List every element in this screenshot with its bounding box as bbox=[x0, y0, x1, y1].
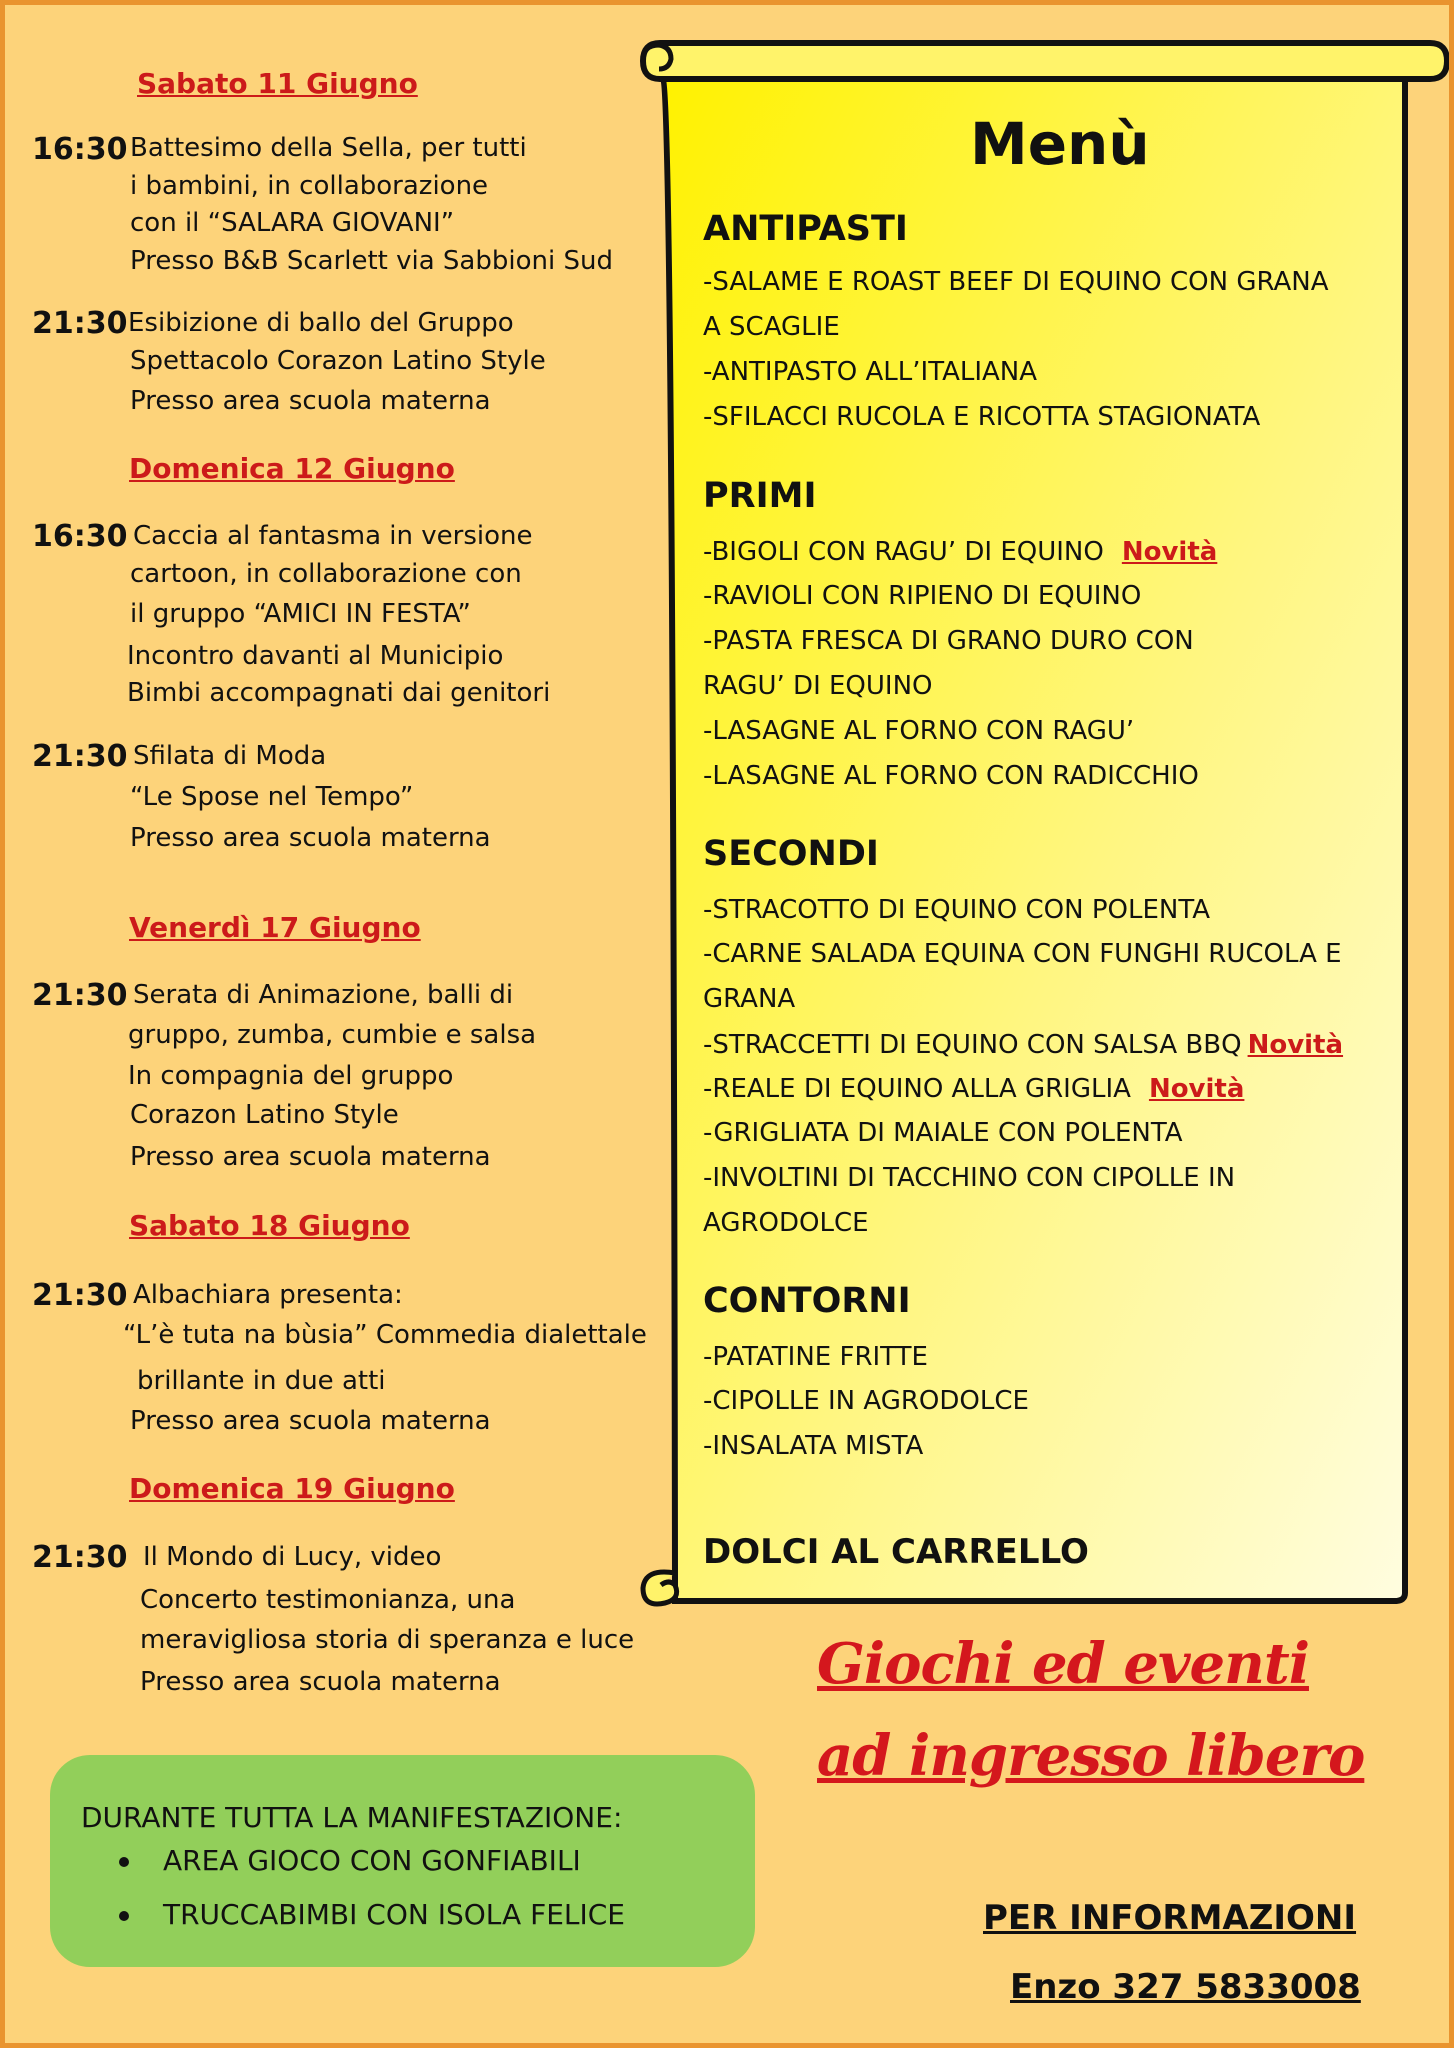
event-line: Incontro davanti al Municipio bbox=[127, 641, 504, 671]
event-line: Presso area scuola materna bbox=[130, 386, 491, 416]
day-heading: Venerdì 17 Giugno bbox=[129, 911, 421, 944]
bullet-icon bbox=[119, 1911, 129, 1921]
menu-item-text: -STRACCETTI DI EQUINO CON SALSA BBQ bbox=[703, 1030, 1242, 1060]
menu-item: -RAVIOLI CON RIPIENO DI EQUINO bbox=[703, 581, 1142, 611]
event-line: Spettacolo Corazon Latino Style bbox=[130, 346, 546, 376]
event-line: con il “SALARA GIOVANI” bbox=[130, 208, 455, 238]
event-line: meravigliosa storia di speranza e luce bbox=[140, 1625, 635, 1655]
day-heading: Domenica 12 Giugno bbox=[129, 452, 455, 485]
event-line: Presso B&B Scarlett via Sabbioni Sud bbox=[130, 246, 613, 276]
event-line: Corazon Latino Style bbox=[130, 1100, 399, 1130]
menu-item: -CIPOLLE IN AGRODOLCE bbox=[703, 1386, 1029, 1416]
event-line: Sfilata di Moda bbox=[133, 741, 327, 771]
menu-item: -PASTA FRESCA DI GRANO DURO CON bbox=[703, 626, 1194, 656]
event-line: Albachiara presenta: bbox=[133, 1280, 403, 1310]
novita-badge: Novità bbox=[1247, 1030, 1344, 1060]
slogan-line-1: Giochi ed eventi bbox=[817, 1631, 1309, 1697]
menu-item: -LASAGNE AL FORNO CON RAGU’ bbox=[703, 716, 1135, 746]
menu-item: -PATATINE FRITTE bbox=[703, 1342, 928, 1372]
menu-item: -LASAGNE AL FORNO CON RADICCHIO bbox=[703, 761, 1199, 791]
novita-badge: Novità bbox=[1148, 1074, 1245, 1104]
event-line: Il Mondo di Lucy, video bbox=[143, 1542, 442, 1572]
scroll-top-roll bbox=[643, 43, 1447, 79]
event-line: Battesimo della Sella, per tutti bbox=[130, 133, 527, 163]
day-heading: Domenica 19 Giugno bbox=[129, 1472, 455, 1505]
menu-section-dolci: DOLCI AL CARRELLO bbox=[703, 1532, 1089, 1572]
highlights-item: TRUCCABIMBI CON ISOLA FELICE bbox=[163, 1898, 625, 1931]
event-time: 16:30 bbox=[32, 519, 128, 554]
event-line: cartoon, in collaborazione con bbox=[130, 559, 522, 589]
event-time: 21:30 bbox=[32, 978, 128, 1013]
event-line: Presso area scuola materna bbox=[130, 823, 491, 853]
event-line: Esibizione di ballo del Gruppo bbox=[128, 308, 514, 338]
event-line: gruppo, zumba, cumbie e salsa bbox=[128, 1020, 537, 1050]
menu-item: -ANTIPASTO ALL’ITALIANA bbox=[703, 357, 1038, 387]
event-line: In compagnia del gruppo bbox=[128, 1061, 454, 1091]
event-line: Presso area scuola materna bbox=[130, 1406, 491, 1436]
info-label: PER INFORMAZIONI bbox=[983, 1898, 1357, 1938]
menu-item: -STRACOTTO DI EQUINO CON POLENTA bbox=[703, 895, 1210, 925]
menu-item: A SCAGLIE bbox=[703, 312, 840, 342]
event-line: Caccia al fantasma in versione bbox=[133, 521, 533, 551]
menu-item-with-badge bbox=[703, 1074, 1244, 1104]
event-line: Concerto testimonianza, una bbox=[140, 1585, 516, 1615]
event-line: “L’è tuta na bùsia” Commedia dialettale bbox=[123, 1320, 647, 1350]
menu-item-with-badge bbox=[703, 537, 1217, 567]
event-line: i bambini, in collaborazione bbox=[130, 171, 489, 201]
info-contact: Enzo 327 5833008 bbox=[1010, 1967, 1361, 2007]
slogan-line-2: ad ingresso libero bbox=[817, 1723, 1365, 1789]
event-line: brillante in due atti bbox=[137, 1366, 386, 1396]
menu-item: -GRIGLIATA DI MAIALE CON POLENTA bbox=[703, 1118, 1183, 1148]
event-line: Serata di Animazione, balli di bbox=[133, 980, 514, 1010]
day-heading: Sabato 18 Giugno bbox=[129, 1209, 410, 1242]
menu-item: -INSALATA MISTA bbox=[703, 1431, 924, 1461]
menu-section-antipasti: ANTIPASTI bbox=[703, 209, 908, 249]
menu-item: -CARNE SALADA EQUINA CON FUNGHI RUCOLA E bbox=[703, 939, 1342, 969]
menu-item: -SALAME E ROAST BEEF DI EQUINO CON GRANA bbox=[703, 267, 1329, 297]
event-line: Bimbi accompagnati dai genitori bbox=[127, 678, 551, 708]
menu-item: -INVOLTINI DI TACCHINO CON CIPOLLE IN bbox=[703, 1163, 1236, 1193]
highlights-title: DURANTE TUTTA LA MANIFESTAZIONE: bbox=[81, 1801, 623, 1834]
event-time: 21:30 bbox=[32, 1278, 128, 1313]
menu-title: Menù bbox=[970, 110, 1150, 178]
menu-item: AGRODOLCE bbox=[703, 1208, 869, 1238]
event-time: 16:30 bbox=[32, 132, 128, 167]
menu-section-primi: PRIMI bbox=[703, 476, 817, 516]
menu-section-secondi: SECONDI bbox=[703, 834, 879, 874]
menu-item: RAGU’ DI EQUINO bbox=[703, 671, 933, 701]
menu-item: -SFILACCI RUCOLA E RICOTTA STAGIONATA bbox=[703, 402, 1261, 432]
novita-badge: Novità bbox=[1121, 537, 1218, 567]
highlights-item: AREA GIOCO CON GONFIABILI bbox=[163, 1844, 581, 1877]
event-line: Presso area scuola materna bbox=[140, 1667, 501, 1697]
event-line: Presso area scuola materna bbox=[130, 1142, 491, 1172]
day-heading: Sabato 11 Giugno bbox=[137, 67, 418, 100]
event-time: 21:30 bbox=[32, 739, 128, 774]
menu-item-text: -BIGOLI CON RAGU’ DI EQUINO bbox=[703, 537, 1104, 567]
event-time: 21:30 bbox=[32, 306, 128, 341]
menu-item-with-badge bbox=[703, 1030, 1343, 1060]
bullet-icon bbox=[119, 1857, 129, 1867]
event-line: “Le Spose nel Tempo” bbox=[130, 782, 414, 812]
menu-section-contorni: CONTORNI bbox=[703, 1281, 911, 1321]
event-line: il gruppo “AMICI IN FESTA” bbox=[130, 599, 471, 629]
event-time: 21:30 bbox=[32, 1540, 128, 1575]
menu-item: GRANA bbox=[703, 984, 796, 1014]
menu-item-text: -REALE DI EQUINO ALLA GRIGLIA bbox=[703, 1074, 1131, 1104]
